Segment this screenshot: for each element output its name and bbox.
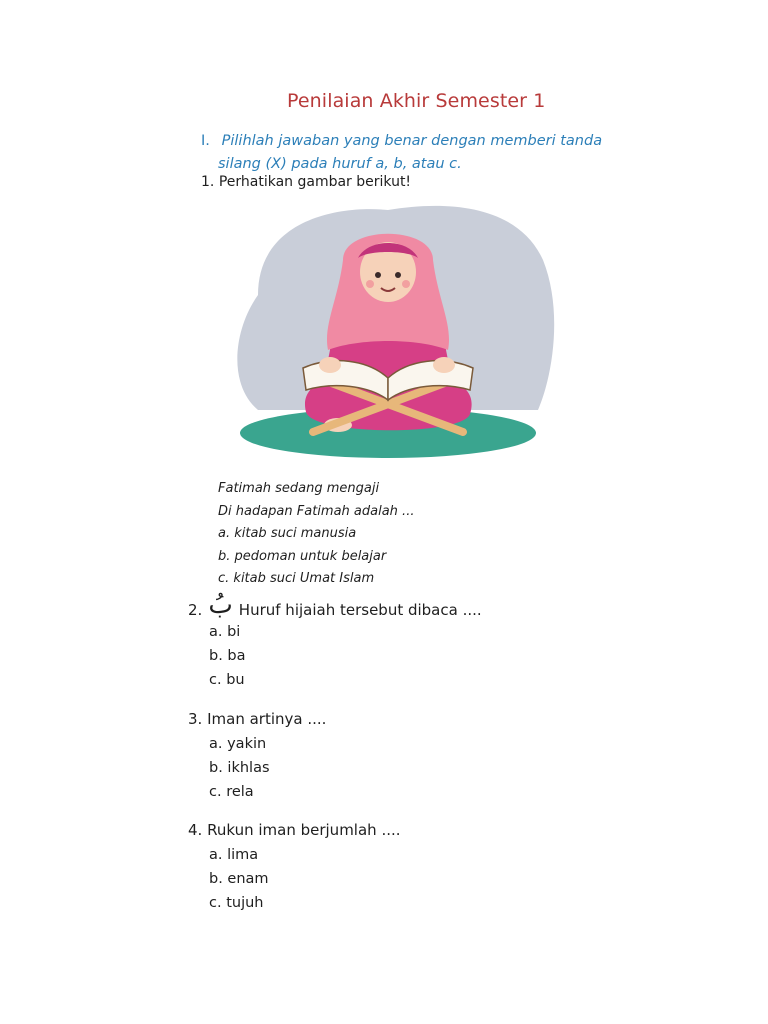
question-1-option-c: c. kitab suci Umat Islam (218, 571, 375, 586)
left-hand (319, 357, 341, 373)
page-title: Penilaian Akhir Semester 1 (287, 90, 546, 112)
question-4-option-a: a. lima (209, 847, 259, 863)
question-2-option-a: a. bi (209, 624, 241, 640)
question-4-option-c: c. tujuh (209, 895, 264, 911)
question-1-option-a: a. kitab suci manusia (218, 526, 357, 541)
question-4-number: 4. (188, 821, 203, 839)
hijaiyah-letter: بُ (208, 590, 233, 620)
question-2-number: 2. (188, 601, 203, 619)
right-hand (433, 357, 455, 373)
question-1-stem (201, 174, 411, 190)
question-4-option-b: b. enam (209, 871, 269, 887)
question-3-option-a: a. yakin (209, 736, 267, 752)
instruction-line-1: Pilihlah jawaban yang benar dengan memberi tanda (221, 133, 603, 149)
girl-reading-quran-illustration (218, 200, 558, 462)
question-2 (188, 590, 482, 692)
instruction-number: I. (201, 133, 210, 149)
question-3-option-b: b. ikhlas (209, 760, 270, 776)
instruction (201, 130, 621, 176)
left-eye (375, 272, 381, 278)
right-cheek (402, 280, 410, 288)
question-2-option-c: c. bu (209, 672, 245, 688)
question-1-body (218, 478, 414, 591)
left-cheek (366, 280, 374, 288)
question-2-text: Huruf hijaiah tersebut dibaca .... (238, 601, 482, 619)
instruction-line-2: silang (X) pada huruf a, b, atau c. (218, 156, 462, 172)
question-3 (188, 706, 326, 804)
question-1-option-b: b. pedoman untuk belajar (218, 548, 387, 564)
question-3-text: Iman artinya .... (207, 710, 327, 728)
question-4 (188, 817, 401, 915)
question-1-prompt: Di hadapan Fatimah adalah ... (218, 503, 415, 519)
question-1-caption: Fatimah sedang mengaji (218, 481, 380, 496)
right-eye (395, 272, 401, 278)
question-3-option-c: c. rela (209, 784, 254, 800)
question-1-number: 1. (201, 174, 215, 190)
question-2-option-b: b. ba (209, 648, 246, 664)
question-3-number: 3. (188, 710, 203, 728)
question-1-text: Perhatikan gambar berikut! (218, 174, 412, 190)
question-4-text: Rukun iman berjumlah .... (207, 821, 401, 839)
